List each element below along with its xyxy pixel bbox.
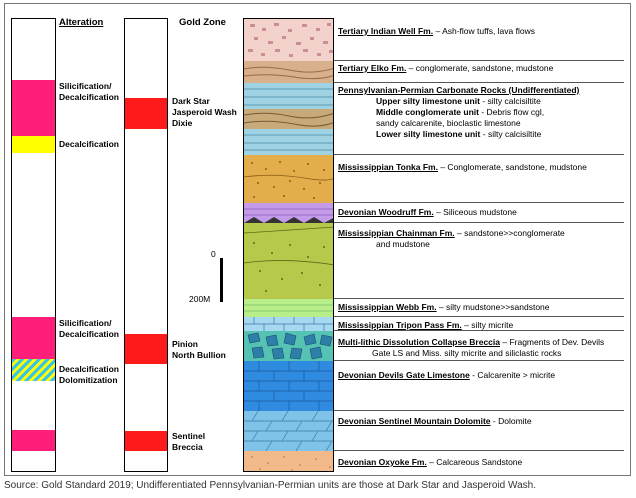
unit-breccia [244,331,333,361]
label-decalcification: Decalcification [59,139,119,149]
unit-sub-chainman-cont: and mudstone [376,239,430,249]
divider [334,298,624,299]
unit-elko [244,61,333,83]
gold-band-darkstar [125,98,167,129]
gold-zone-column [124,18,168,472]
figure-caption: Source: Gold Standard 2019; Undifferentiated Pennsylvanian-Permian units are those at Dark Star and Jasperoid Wash. [4,480,536,491]
unit-sub-middle: Middle conglomerate unit - Debris flow cgl, [376,107,545,117]
label-silicification-upper: Silicification/ Decalcification [59,81,119,102]
scale-bar [220,258,223,302]
stratigraphic-column [243,18,334,472]
unit-desc-oxyoke: Devonian Oxyoke Fm. – Calcareous Sandstone [338,457,523,467]
scale-zero-label: 0 [211,249,216,259]
divider [334,360,624,361]
divider [334,410,624,411]
unit-desc-indian-well: Tertiary Indian Well Fm. – Ash-flow tuffs, lava flows [338,26,535,36]
divider [334,316,624,317]
alteration-band-dolomitization [12,359,55,381]
unit-tonka [244,155,333,203]
unit-desc-breccia: Multi-lithic Dissolution Collapse Breccia – Fragments of Dev. Devils [338,337,605,347]
unit-chainman [244,223,333,299]
gold-band-pinion [125,334,167,364]
gold-band-sentinel [125,431,167,451]
unit-sub-breccia-cont: Gate LS and Miss. silty micrite and siliclastic rocks [372,348,562,358]
unit-sub-middle-cont: sandy calcarenite, bioclastic limestone [376,118,521,128]
unit-desc-sentinel-mountain: Devonian Sentinel Mountain Dolomite - Dolomite [338,416,532,426]
unit-desc-tripon-pass: Mississippian Tripon Pass Fm. – silty micrite [338,320,514,330]
gold-zone-header: Gold Zone [179,17,226,28]
unit-desc-devils-gate: Devonian Devils Gate Limestone - Calcarenite > micrite [338,370,556,380]
unit-desc-woodruff: Devonian Woodruff Fm. – Siliceous mudstone [338,207,517,217]
unit-sentinel-mountain [244,411,333,451]
unit-sub-lower: Lower silty limestone unit - silty calcisiltite [376,129,542,139]
unit-desc-chainman: Mississippian Chainman Fm. – sandstone>>conglomerate [338,228,565,238]
unit-indian-well [244,19,333,61]
unit-desc-webb: Mississippian Webb Fm. – silty mudstone>>sandstone [338,302,550,312]
alteration-header: Alteration [59,17,104,28]
divider [334,202,624,203]
label-silicification-lower: Silicification/ Decalcification [59,318,119,339]
alteration-column [11,18,56,472]
unit-desc-tonka: Mississippian Tonka Fm. – Conglomerate, sandstone, mudstone [338,162,587,172]
label-decalcification-dolomitization: Decalcification Dolomitization [59,364,119,385]
unit-oxyoke [244,451,333,472]
divider [334,450,624,451]
divider [334,154,624,155]
unit-desc-elko: Tertiary Elko Fm. – conglomerate, sandstone, mudstone [338,63,554,73]
divider [334,82,624,83]
label-gold-darkstar: Dark Star Jasperoid Wash Dixie [172,96,237,128]
unit-pennsylvanian-permian [244,83,333,155]
unit-woodruff [244,203,333,223]
unit-webb [244,299,333,317]
alteration-band-silicification-lower [12,317,55,359]
ash-flow-pattern [244,19,334,61]
label-gold-sentinel: Sentinel Breccia [172,431,206,452]
alteration-band-silicification-upper [12,80,55,136]
label-gold-pinion: Pinion North Bullion [172,339,226,360]
divider [334,60,624,61]
unit-devils-gate [244,361,333,411]
unit-sub-upper: Upper silty limestone unit - silty calcisiltite [376,96,541,106]
scale-200m-label: 200M [189,294,211,304]
unit-tripon-pass [244,317,333,331]
alteration-band-decalcification [12,136,55,153]
alteration-band-sentinel [12,430,55,451]
unit-desc-pennsylvanian-permian: Pennsylvanian-Permian Carbonate Rocks (Undifferentiated) [338,85,580,95]
divider [334,222,624,223]
